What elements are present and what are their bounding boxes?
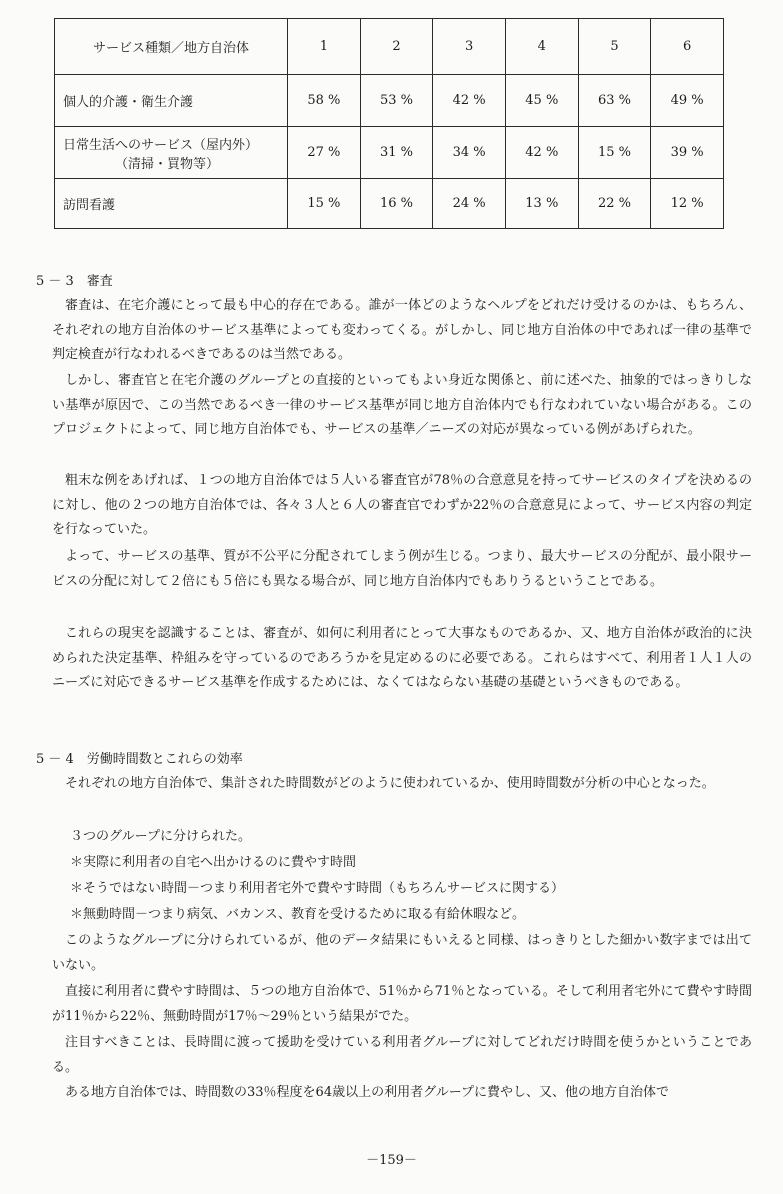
table-cell: 12 % <box>651 179 724 229</box>
table-header-cell: 1 <box>288 19 361 75</box>
table-cell: 49 % <box>651 75 724 127</box>
row-label <box>55 75 288 127</box>
table-header-cell: 6 <box>651 19 724 75</box>
table-header-cell: 5 <box>578 19 651 75</box>
table-cell: 58 % <box>288 75 361 127</box>
table-cell: 13 % <box>505 179 578 229</box>
row-label <box>55 127 288 179</box>
table-cell: 16 % <box>360 179 433 229</box>
table-header-cell: 2 <box>360 19 433 75</box>
table-cell: 45 % <box>505 75 578 127</box>
paragraph: それぞれの地方自治体で、集計された時間数がどのように使われているか、使用時間数が分析の中心となった。 <box>65 776 715 791</box>
paragraph: このようなグループに分けられているが、他のデータ結果にもいえると同様、はっきりとした細かい数字までは出ていない。 <box>52 933 752 973</box>
service-ratio-table <box>54 18 724 229</box>
table-cell: 27 % <box>288 127 361 179</box>
table-cell: 42 % <box>505 127 578 179</box>
table-cell: 34 % <box>433 127 506 179</box>
paragraph: ある地方自治体では、時間数の33％程度を64歳以上の利用者グループに費やし、又、他の地方自治体で <box>65 1085 670 1100</box>
paragraph: 粗末な例をあげれば、１つの地方自治体では５人いる審査官が78％の合意意見を持ってサービスのタイプを決めるのに対し、他の２つの地方自治体では、各々３人と６人の審査官でわずか22％の合意意見によって、サービス内容の判定を行なっていた。 <box>52 473 752 538</box>
row-label <box>55 179 288 229</box>
table-row <box>55 127 724 179</box>
row-label-text: 日常生活へのサービス（屋内外） <box>63 137 259 153</box>
table-cell: 31 % <box>360 127 433 179</box>
table-header-cell: サービス種類／地方自治体 <box>55 19 288 75</box>
table-cell: 15 % <box>578 127 651 179</box>
paragraph: よって、サービスの基準、質が不公平に分配されてしまう例が生じる。つまり、最大サービスの分配が、最小限サービスの分配に対して２倍にも５倍にも異なる場合が、同じ地方自治体内でもありうるということである。 <box>52 549 752 589</box>
table-cell: 53 % <box>360 75 433 127</box>
page-number: －159－ <box>366 1153 417 1168</box>
table-header-cell: 4 <box>505 19 578 75</box>
paragraph: しかし、審査官と在宅介護のグループとの直接的といってもよい身近な関係と、前に述べた、抽象的ではっきりしない基準が原因で、この当然であるべき一律のサービス基準が同じ地方自治体内でも行なわれていない場合がある。このプロジェクトによって、同じ地方自治体でも、サービスの基準／ニーズの対応が異なっている例があげられた。 <box>52 373 752 438</box>
table-cell: 24 % <box>433 179 506 229</box>
list-intro: ３つのグループに分けられた。 <box>70 829 251 844</box>
section-heading-5-4: 5 － 4 労働時間数とこれらの効率 <box>36 752 243 767</box>
row-label-text: 訪問看護 <box>63 198 116 213</box>
section-heading-5-3: 5 － 3 審査 <box>36 274 113 289</box>
table-cell: 15 % <box>288 179 361 229</box>
paragraph: 直接に利用者に費やす時間は、５つの地方自治体で、51％から71％となっている。そして利用者宅外にて費やす時間が11％から22％、無動時間が17％～29％という結果がでた。 <box>52 984 752 1024</box>
row-label-text: 個人的介護・衛生介護 <box>63 95 194 110</box>
table-row <box>55 75 724 127</box>
table-cell: 63 % <box>578 75 651 127</box>
table-row <box>55 179 724 229</box>
paragraph: 注目すべきことは、長時間に渡って援助を受けている利用者グループに対してどれだけ時間を使うかということである。 <box>52 1035 752 1075</box>
table-cell: 22 % <box>578 179 651 229</box>
table-cell: 39 % <box>651 127 724 179</box>
list-item: ＊実際に利用者の自宅へ出かけるのに費やす時間 <box>70 855 357 870</box>
table-cell: 42 % <box>433 75 506 127</box>
table-header-row <box>55 19 724 75</box>
table-header-cell: 3 <box>433 19 506 75</box>
row-label-subtext: （清掃・買物等） <box>115 156 220 172</box>
paragraph: これらの現実を認識することは、審査が、如何に利用者にとって大事なものであるか、又、地方自治体が政治的に決められた決定基準、枠組みを守っているのであろうかを見定めるのに必要である。これらはすべて、利用者１人１人のニーズに対応できるサービス基準を作成するためには、なくてはならない基礎の基礎というべきものである。 <box>52 626 752 691</box>
paragraph: 審査は、在宅介護にとって最も中心的存在である。誰が一体どのようなヘルプをどれだけ受けるのかは、もちろん、それぞれの地方自治体のサービス基準によっても変わってくる。がしかし、同じ地方自治体の中であれば一律の基準で判定検査が行なわれるべきであるのは当然である。 <box>52 298 752 363</box>
list-item: ＊無動時間－つまり病気、バカンス、教育を受けるために取る有給休暇など。 <box>70 907 526 922</box>
list-item: ＊そうではない時間－つまり利用者宅外で費やす時間（もちろんサービスに関する） <box>70 881 565 896</box>
